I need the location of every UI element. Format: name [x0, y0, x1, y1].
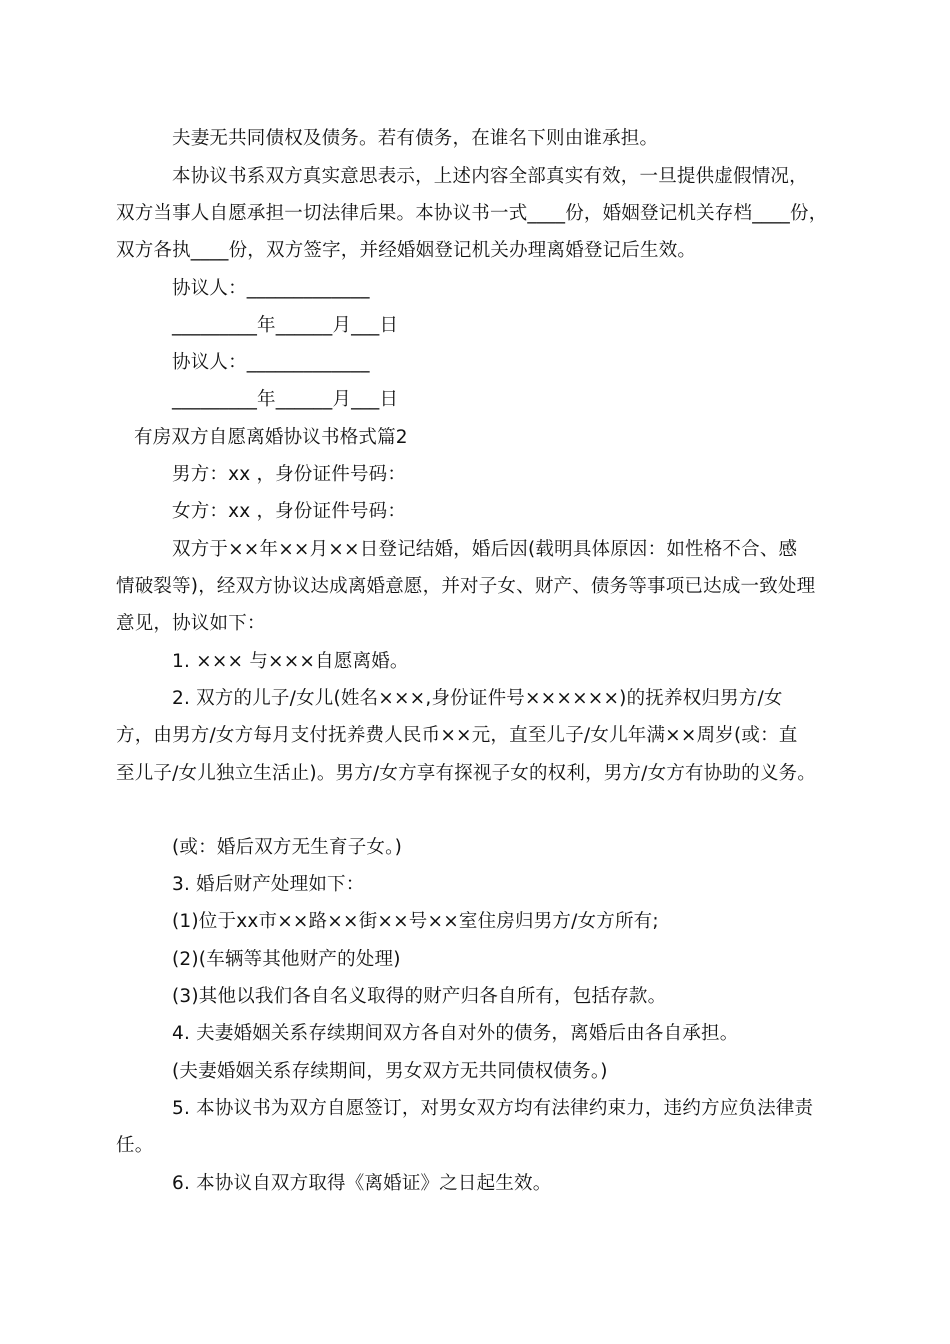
- clause-line: 方，由男方/女方每月支付抚养费人民币××元，直至儿子/女儿年满××周岁(或：直: [116, 725, 798, 746]
- section-heading: 有房双方自愿离婚协议书格式篇2: [134, 427, 408, 448]
- clause-line: 至儿子/女儿独立生活止)。男方/女方享有探视子女的权利，男方/女方有协助的义务。: [116, 763, 816, 784]
- paragraph-line: 双方当事人自愿承担一切法律后果。本协议书一式____份，婚姻登记机关存档____份，: [116, 203, 828, 224]
- clause-line: (或：婚后双方无生育子女。): [172, 837, 402, 858]
- paragraph-line: 情破裂等)，经双方协议达成离婚意愿，并对子女、财产、债务等事项已达成一致处理: [116, 576, 816, 597]
- date-line: _________年______月___日: [172, 315, 399, 336]
- clause-line: 任。: [116, 1135, 154, 1156]
- party-line: 男方：xx ，身份证件号码：: [172, 464, 407, 485]
- clause-line: (2)(车辆等其他财产的处理): [172, 949, 401, 970]
- signature-line: 协议人：_____________: [172, 278, 370, 299]
- paragraph-line: 意见，协议如下：: [116, 613, 266, 634]
- clause-line: (夫妻婚姻关系存续期间，男女双方无共同债权债务。): [172, 1061, 608, 1082]
- clause-line: 6. 本协议自双方取得《离婚证》之日起生效。: [172, 1173, 552, 1194]
- party-line: 女方：xx ，身份证件号码：: [172, 501, 407, 522]
- date-line: _________年______月___日: [172, 389, 399, 410]
- clause-line: (1)位于xx市××路××街××号××室住房归男方/女方所有;: [172, 911, 659, 932]
- clause-line: 4. 夫妻婚姻关系存续期间双方各自对外的债务，离婚后由各自承担。: [172, 1023, 739, 1044]
- signature-line: 协议人：_____________: [172, 352, 370, 373]
- clause-line: 1. ××× 与×××自愿离婚。: [172, 651, 409, 672]
- clause-line: 3. 婚后财产处理如下：: [172, 874, 365, 895]
- paragraph-line: 本协议书系双方真实意思表示，上述内容全部真实有效，一旦提供虚假情况，: [172, 166, 808, 187]
- paragraph-line: 双方于××年××月××日登记结婚，婚后因(载明具体原因：如性格不合、感: [172, 539, 798, 560]
- clause-line: (3)其他以我们各自名义取得的财产归各自所有，包括存款。: [172, 986, 667, 1007]
- paragraph-line: 夫妻无共同债权及债务。若有债务，在谁名下则由谁承担。: [172, 128, 659, 149]
- clause-line: 5. 本协议书为双方自愿签订，对男女双方均有法律约束力，违约方应负法律责: [172, 1098, 814, 1119]
- clause-line: 2. 双方的儿子/女儿(姓名×××,身份证件号××××××)的抚养权归男方/女: [172, 688, 783, 709]
- paragraph-line: 双方各执____份，双方签字，并经婚姻登记机关办理离婚登记后生效。: [116, 240, 697, 261]
